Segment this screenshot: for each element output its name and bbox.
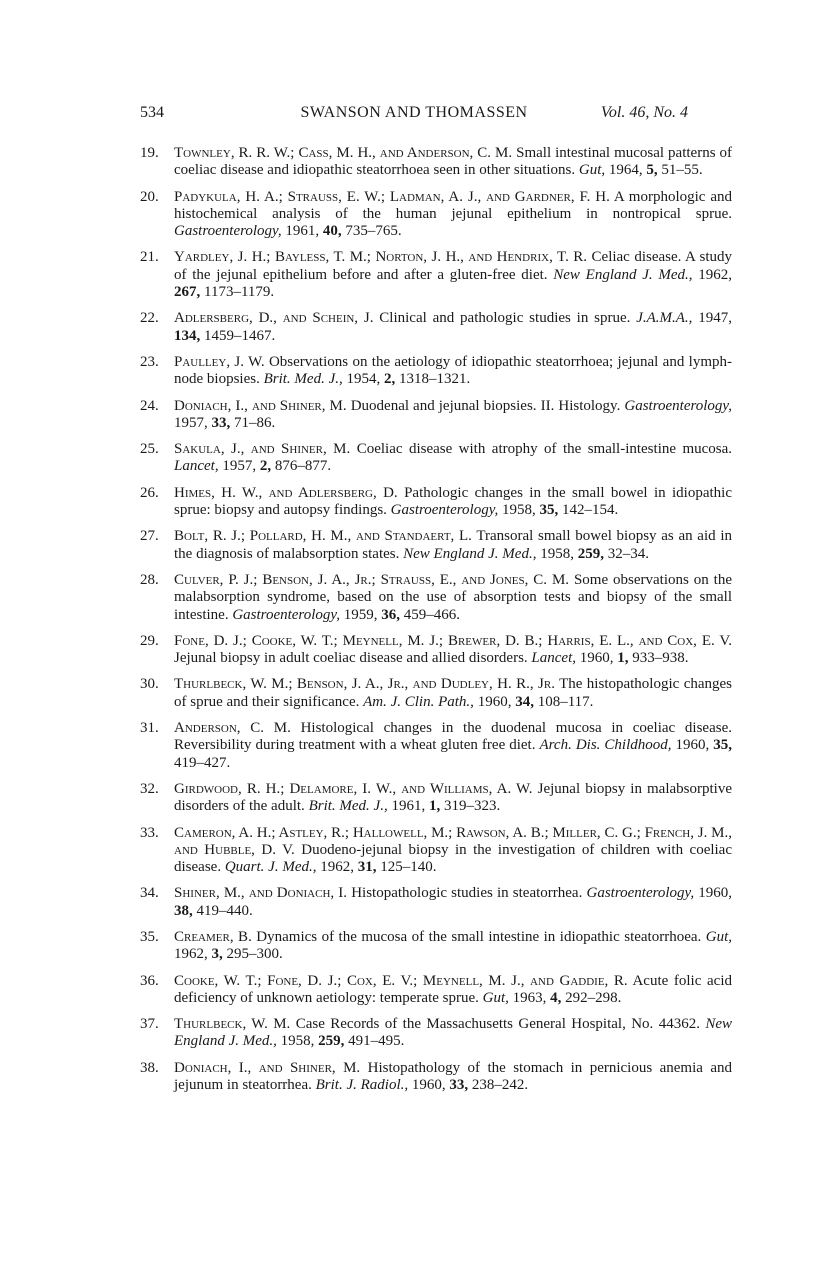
reference-authors: Anderson, C. M. — [174, 720, 291, 737]
reference-authors: Doniach, I., and Shiner, M. — [174, 1059, 361, 1076]
reference-pages: 238–242. — [471, 1077, 529, 1094]
reference-title: Duodeno-jejunal biopsy in the investigation of children with coeliac disease. — [174, 841, 733, 876]
reference-year: 1960, — [698, 885, 733, 902]
reference-volume: 1, — [428, 798, 441, 815]
reference-pages: 459–466. — [403, 606, 460, 623]
reference-pages: 419–427. — [174, 754, 231, 771]
reference-year: 1960, — [675, 737, 710, 754]
reference-volume: 40, — [322, 223, 342, 240]
reference-title: Clinical and pathologic studies in sprue. — [379, 310, 631, 327]
page-header — [140, 104, 688, 128]
reference-title: Histopathologic studies in steatorrhea. — [351, 885, 583, 902]
reference-volume: 3, — [211, 946, 223, 963]
reference-volume: 267, — [174, 284, 201, 301]
reference-title: Observations on the aetiology of idiopathic steatorrhoea; jejunal and lymph-node biopsies. — [174, 353, 733, 388]
reference-volume: 2, — [259, 458, 272, 475]
reference-pages: 32–34. — [607, 545, 649, 562]
reference-title: The histopathologic changes of sprue and their significance. — [174, 676, 733, 710]
reference-number: 24. — [140, 397, 159, 414]
reference-authors: Himes, H. W., and Adlersberg, D. — [174, 484, 398, 501]
reference-volume: 2, — [383, 371, 396, 388]
reference-number: 36. — [140, 972, 159, 989]
reference-journal: Brit. Med. J., — [308, 798, 388, 815]
reference-authors: Shiner, M., and Doniach, I. — [174, 885, 348, 902]
reference-year: 1962, — [698, 266, 733, 283]
reference-entry — [140, 1016, 732, 1051]
reference-journal: Brit. Med. J., — [263, 371, 343, 388]
reference-number: 38. — [140, 1059, 159, 1076]
reference-number: 23. — [140, 353, 159, 370]
reference-pages: 71–86. — [234, 414, 276, 431]
reference-year: 1958, — [540, 545, 574, 562]
reference-authors: Cooke, W. T.; Fone, D. J.; Cox, E. V.; Meynell, M. J., and Gaddie, R. — [174, 972, 628, 989]
reference-entry — [140, 354, 732, 389]
reference-pages: 1173–1179. — [204, 284, 275, 301]
reference-entry — [140, 781, 732, 816]
reference-entry — [140, 310, 732, 345]
reference-title: Dynamics of the mucosa of the small intestine in idiopathic steatorrhoea. — [256, 928, 702, 945]
reference-volume: 34, — [515, 693, 534, 710]
reference-year: 1957, — [222, 458, 257, 475]
reference-authors: Culver, P. J.; Benson, J. A., Jr.; Strauss, E., and Jones, C. M. — [174, 571, 570, 588]
reference-title: Jejunal biopsy in malabsorptive disorders of the adult. — [174, 780, 732, 815]
reference-number: 30. — [140, 676, 159, 693]
reference-year: 1964, — [608, 162, 643, 179]
reference-journal: Gut, — [705, 928, 732, 945]
page-number: 534 — [140, 104, 164, 121]
reference-authors: Doniach, I., and Shiner, M. — [174, 397, 347, 414]
reference-list — [140, 145, 732, 1103]
reference-authors: Creamer, B. — [174, 928, 252, 945]
reference-title: Some observations on the malabsorption syndrome, based on the use of absorption tests and biopsy of the small intestine. — [174, 571, 732, 623]
reference-volume: 5, — [646, 162, 658, 179]
reference-pages: 292–298. — [565, 989, 622, 1006]
reference-journal: New England J. Med., — [174, 1016, 733, 1050]
reference-title: Acute folic acid deficiency of unknown aetiology: temperate sprue. — [174, 972, 732, 1006]
reference-authors: Fone, D. J.; Cooke, W. T.; Meynell, M. J.; Brewer, D. B.; Harris, E. L., and Cox, E. V. — [174, 632, 732, 649]
reference-volume: 259, — [318, 1033, 345, 1050]
reference-journal: Gut, — [578, 162, 606, 179]
reference-pages: 1459–1467. — [204, 327, 276, 344]
reference-year: 1960, — [579, 650, 614, 667]
reference-entry — [140, 145, 732, 180]
reference-year: 1957, — [174, 414, 208, 431]
reference-title: Celiac disease. A study of the jejunal epithelium before and after a gluten-free diet. — [174, 249, 733, 283]
reference-volume: 31, — [357, 859, 377, 876]
reference-number: 35. — [140, 928, 159, 945]
reference-entry — [140, 676, 732, 711]
reference-year: 1954, — [346, 371, 381, 388]
reference-number: 26. — [140, 484, 159, 501]
reference-journal: Gastroenterology, — [174, 223, 282, 240]
reference-journal: Brit. J. Radiol., — [315, 1077, 409, 1094]
reference-pages: 295–300. — [226, 946, 283, 963]
reference-entry — [140, 441, 732, 476]
reference-pages: 876–877. — [274, 458, 332, 475]
reference-authors: Girdwood, R. H.; Delamore, I. W., and Williams, A. W. — [174, 780, 533, 797]
reference-title: Duodenal and jejunal biopsies. II. Histology. — [350, 397, 621, 414]
reference-entry — [140, 1060, 732, 1095]
reference-pages: 735–765. — [345, 223, 402, 240]
reference-year: 1960, — [477, 693, 512, 710]
reference-volume: 38, — [174, 902, 193, 919]
reference-journal: Gastroenterology, — [232, 606, 340, 623]
reference-number: 25. — [140, 441, 159, 458]
reference-volume: 134, — [174, 327, 201, 344]
reference-number: 28. — [140, 571, 159, 588]
reference-entry — [140, 885, 732, 920]
reference-number: 19. — [140, 145, 159, 161]
reference-entry — [140, 485, 732, 520]
reference-number: 29. — [140, 632, 159, 649]
reference-pages: 491–495. — [348, 1033, 405, 1050]
reference-year: 1962, — [174, 946, 208, 963]
reference-entry — [140, 398, 732, 433]
reference-pages: 319–323. — [443, 798, 501, 815]
reference-authors: Yardley, J. H.; Bayless, T. M.; Norton, J. H., and Hendrix, T. R. — [174, 249, 588, 266]
reference-authors: Sakula, J., and Shiner, M. — [174, 441, 351, 458]
reference-title: Histological changes in the duodenal mucosa in coeliac disease. Reversibility during treatment with a wheat gluten free diet. — [174, 720, 732, 754]
reference-journal: Lancet, — [174, 458, 219, 475]
reference-entry — [140, 929, 732, 964]
reference-pages: 51–55. — [661, 162, 703, 179]
reference-number: 32. — [140, 780, 159, 797]
reference-volume: 4, — [550, 989, 562, 1006]
reference-year: 1961, — [391, 798, 426, 815]
running-title: SWANSON AND THOMASSEN — [300, 104, 528, 121]
reference-entry — [140, 973, 732, 1008]
reference-journal: New England J. Med., — [403, 545, 537, 562]
reference-year: 1959, — [343, 606, 378, 623]
reference-title: Coeliac disease with atrophy of the small-intestine mucosa. — [356, 441, 733, 458]
reference-volume: 33, — [449, 1077, 469, 1094]
reference-number: 33. — [140, 824, 159, 841]
reference-year: 1963, — [512, 989, 547, 1006]
reference-journal: Am. J. Clin. Path., — [363, 693, 474, 710]
reference-pages: 142–154. — [562, 502, 619, 519]
reference-entry — [140, 249, 732, 301]
reference-journal: Arch. Dis. Childhood, — [539, 737, 672, 754]
reference-title: Small intestinal mucosal patterns of coeliac disease and idiopathic steatorrhoea seen in other situations. — [174, 145, 733, 179]
reference-title: Histopathology of the stomach in pernicious anemia and jejunum in steatorrhea. — [174, 1059, 733, 1094]
reference-year: 1958, — [280, 1033, 315, 1050]
reference-authors: Townley, R. R. W.; Cass, M. H., and Anderson, C. M. — [174, 145, 513, 161]
reference-volume: 36, — [381, 606, 400, 623]
reference-year: 1947, — [698, 310, 732, 327]
reference-entry — [140, 572, 732, 624]
reference-title: Pathologic changes in the small bowel in idiopathic sprue: biopsy and autopsy findings. — [174, 484, 732, 519]
reference-number: 37. — [140, 1016, 159, 1033]
reference-pages: 1318–1321. — [398, 371, 471, 388]
reference-year: 1958, — [502, 502, 536, 519]
reference-title: A morphologic and histochemical analysis of the human jejunal epithelium in nontropical sprue. — [174, 188, 732, 222]
reference-number: 21. — [140, 249, 159, 266]
reference-journal: Gut, — [482, 989, 509, 1006]
reference-pages: 125–140. — [380, 859, 437, 876]
reference-title: Case Records of the Massachusetts General Hospital, No. 44362. — [295, 1016, 700, 1033]
reference-volume: 35, — [539, 502, 559, 519]
reference-pages: 933–938. — [632, 650, 689, 667]
reference-entry — [140, 825, 732, 877]
reference-authors: Padykula, H. A.; Strauss, E. W.; Ladman, A. J., and Gardner, F. H. — [174, 188, 610, 205]
reference-volume: 33, — [211, 414, 231, 431]
reference-journal: Gastroenterology, — [624, 397, 733, 414]
reference-journal: Lancet, — [531, 650, 576, 667]
volume-issue: Vol. 46, No. 4 — [600, 104, 688, 121]
reference-authors: Thurlbeck, W. M. — [174, 1016, 291, 1033]
reference-year: 1960, — [411, 1077, 446, 1094]
reference-number: 34. — [140, 885, 159, 902]
reference-journal: J.A.M.A., — [636, 310, 693, 327]
reference-authors: Paulley, J. W. — [174, 353, 265, 370]
reference-year: 1962, — [320, 859, 354, 876]
reference-entry — [140, 720, 732, 772]
reference-number: 20. — [140, 188, 159, 205]
reference-year: 1961, — [285, 223, 320, 240]
reference-entry — [140, 633, 732, 668]
reference-journal: Gastroenterology, — [390, 502, 499, 519]
reference-volume: 35, — [713, 737, 732, 754]
reference-entry — [140, 189, 732, 241]
reference-volume: 259, — [577, 545, 604, 562]
reference-title: Transoral small bowel biopsy as an aid in the diagnosis of malabsorption states. — [174, 528, 732, 562]
reference-title: Jejunal biopsy in adult coeliac disease and allied disorders. — [174, 650, 528, 667]
reference-journal: Gastroenterology, — [586, 885, 695, 902]
reference-number: 22. — [140, 310, 159, 327]
reference-authors: Thurlbeck, W. M.; Benson, J. A., Jr., and Dudley, H. R., Jr. — [174, 676, 555, 693]
reference-journal: Quart. J. Med., — [224, 859, 317, 876]
reference-authors: Bolt, R. J.; Pollard, H. M., and Standaert, L. — [174, 528, 472, 545]
reference-authors: Cameron, A. H.; Astley, R.; Hallowell, M.; Rawson, A. B.; Miller, C. G.; French, J. M., and Hubble, D. V. — [174, 824, 732, 858]
reference-journal: New England J. Med., — [553, 266, 693, 283]
reference-entry — [140, 528, 732, 563]
reference-number: 27. — [140, 528, 159, 545]
reference-number: 31. — [140, 720, 159, 737]
reference-pages: 419–440. — [196, 902, 253, 919]
reference-pages: 108–117. — [537, 693, 594, 710]
reference-authors: Adlersberg, D., and Schein, J. — [174, 310, 374, 327]
reference-volume: 1, — [617, 650, 629, 667]
